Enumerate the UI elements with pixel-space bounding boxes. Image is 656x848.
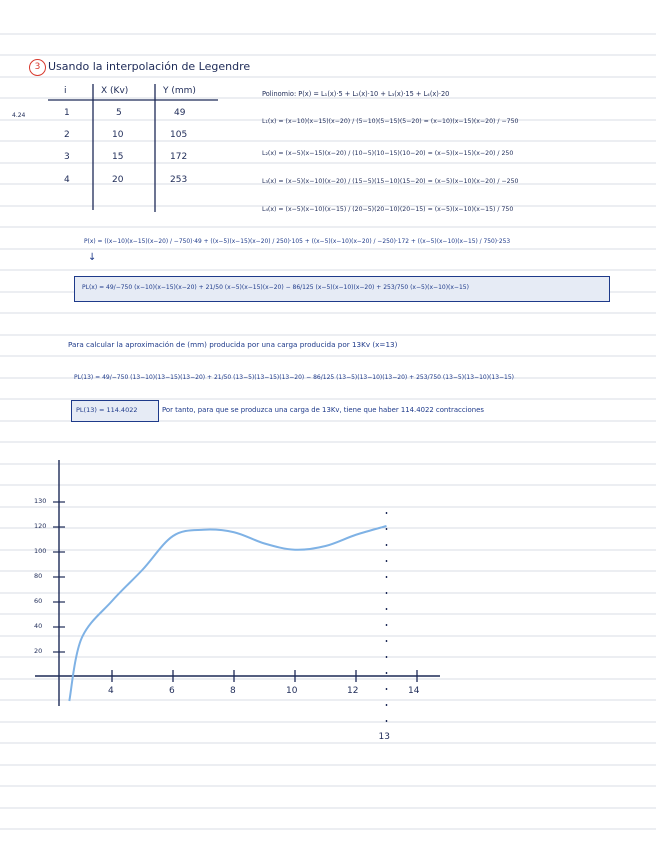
l3-equation: L₃(x) = (x−5)(x−10)(x−20) / (15−5)(15−10)(15−20) = (x−5)(x−10)(x−20) / −250 [262, 178, 519, 185]
y-tick-label: 100 [34, 547, 47, 555]
pl13-expression: PL(13) = 49/−750 (13−10)(13−15)(13−20) + 21/50 (13−5)(13−15)(13−20) − 86/125 (13−5)(13−10)(13−20) + 253/750 (13−5)(13−10)(13−15) [74, 374, 515, 381]
table-header-x: X (Kv) [101, 86, 129, 96]
series-line [69, 526, 386, 701]
y-tick-label: 120 [34, 522, 47, 530]
conclusion-text: Por tanto, para que se produzca una carga de 13Kv, tiene que haber 114.4022 contracciones [162, 406, 484, 414]
table-cell: 105 [170, 130, 188, 140]
y-tick-label: 40 [34, 622, 43, 630]
table-cell: 172 [170, 152, 188, 162]
table-cell: 3 [64, 152, 70, 162]
x-tick-label: 10 [286, 686, 298, 696]
table-cell: 10 [112, 130, 124, 140]
x-tick-label: 8 [230, 686, 236, 696]
y-tick-label: 80 [34, 572, 43, 580]
px-expansion: P(x) = ((x−10)(x−15)(x−20) / −750)·49 + ((x−5)(x−15)(x−20) / 250)·105 + ((x−5)(x−10)(x−20) / −250)·172 + ((x−5)(x−10)(x−15) / 750)·253 [84, 239, 511, 245]
x-tick-label: 12 [347, 686, 359, 696]
page-title: Usando la interpolación de Legendre [48, 60, 251, 73]
margin-note: 4.24 [12, 112, 26, 119]
explanation-text: Para calcular la aproximación de (mm) producida por una carga producida por 13Kv (x=13) [68, 340, 398, 349]
table-cell: 15 [112, 152, 124, 162]
l2-equation: L₂(x) = (x−5)(x−15)(x−20) / (10−5)(10−15)(10−20) = (x−5)(x−15)(x−20) / 250 [262, 150, 514, 157]
table-cell: 5 [116, 108, 122, 118]
table-header-y: Y (mm) [163, 86, 196, 96]
result-value: PL(13) = 114.4022 [76, 406, 138, 414]
y-tick-label: 130 [34, 497, 47, 505]
table-cell: 2 [64, 130, 70, 140]
polynomial-equation: Polinomio: P(x) = L₁(x)·5 + L₂(x)·10 + L₃(x)·15 + L₄(x)·20 [262, 90, 450, 98]
table-cell: 253 [170, 175, 188, 185]
table-header-i: i [64, 86, 67, 96]
table-cell: 49 [174, 108, 186, 118]
l4-equation: L₄(x) = (x−5)(x−10)(x−15) / (20−5)(20−10)(20−15) = (x−5)(x−10)(x−15) / 750 [262, 206, 514, 213]
problem-number: 3 [29, 59, 46, 76]
marker-label: 13 [378, 732, 390, 742]
table-cell: 20 [112, 175, 124, 185]
x-tick-label: 14 [408, 686, 420, 696]
table-cell: 4 [64, 175, 70, 185]
l1-equation: L₁(x) = (x−10)(x−15)(x−20) / (5−10)(5−15)(5−20) = (x−10)(x−15)(x−20) / −750 [262, 118, 519, 125]
table-cell: 1 [64, 108, 70, 118]
y-tick-label: 20 [34, 647, 43, 655]
arrow-down-icon: ↓ [88, 252, 97, 263]
pl-formula: PL(x) = 49/−750 (x−10)(x−15)(x−20) + 21/50 (x−5)(x−15)(x−20) − 86/125 (x−5)(x−10)(x−20) + 253/750 (x−5)(x−10)(x−15) [82, 284, 469, 291]
x-tick-label: 6 [169, 686, 175, 696]
y-tick-label: 60 [34, 597, 43, 605]
x-tick-label: 4 [108, 686, 114, 696]
